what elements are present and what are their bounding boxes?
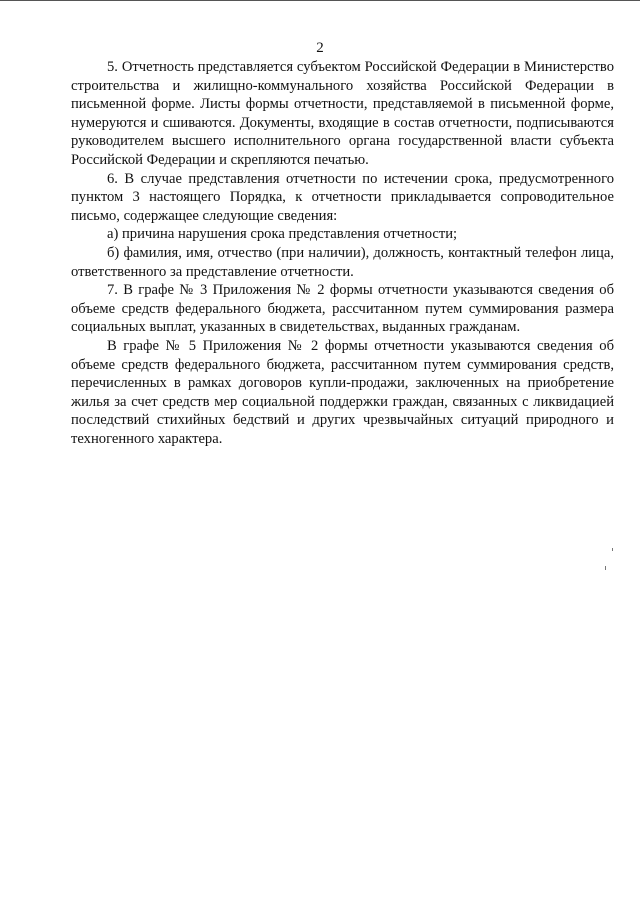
paragraph-7: 7. В графе № 3 Приложения № 2 формы отчетности указываются сведения об объеме средств федерального бюджета, рассчитанном путем суммирования размера социальных выплат, указанных в свидетельствах, выданных гражданам. (71, 282, 614, 336)
scan-speck-2 (605, 566, 606, 570)
scan-speck-1 (612, 548, 613, 551)
page-number: 2 (316, 40, 324, 56)
document-body (71, 58, 614, 448)
scan-top-edge (0, 0, 640, 1)
list-item-a: а) причина нарушения срока представления отчетности; (107, 226, 458, 243)
paragraph-5: 5. Отчетность представляется субъектом Российской Федерации в Министерство строительства и жилищно-коммунального хозяйства Российской Федерации в письменной форме. Листы формы отчетности, представляемой в письменной форме, нумеруются и сшиваются. Документы, входящие в состав отчетности, подписываются руководителем высшего исполнительного органа государственной власти субъекта Российской Федерации и скрепляются печатью. (71, 59, 614, 168)
paragraph-7-continued: В графе № 5 Приложения № 2 формы отчетности указываются сведения об объеме средств федерального бюджета, рассчитанном путем суммирования средств, перечисленных в рамках договоров купли-продажи, заключенных на приобретение жилья за счет средств мер социальной поддержки граждан, связанных с ликвидацией последствий стихийных бедствий и других чрезвычайных ситуаций природного и техногенного характера. (71, 337, 614, 447)
list-item-b: б) фамилия, имя, отчество (при наличии), должность, контактный телефон лица, ответственного за представление отчетности. (71, 244, 614, 280)
paragraph-6: 6. В случае представления отчетности по истечении срока, предусмотренного пунктом 3 настоящего Порядка, к отчетности прикладывается сопроводительное письмо, содержащее следующие сведения: (71, 170, 614, 224)
